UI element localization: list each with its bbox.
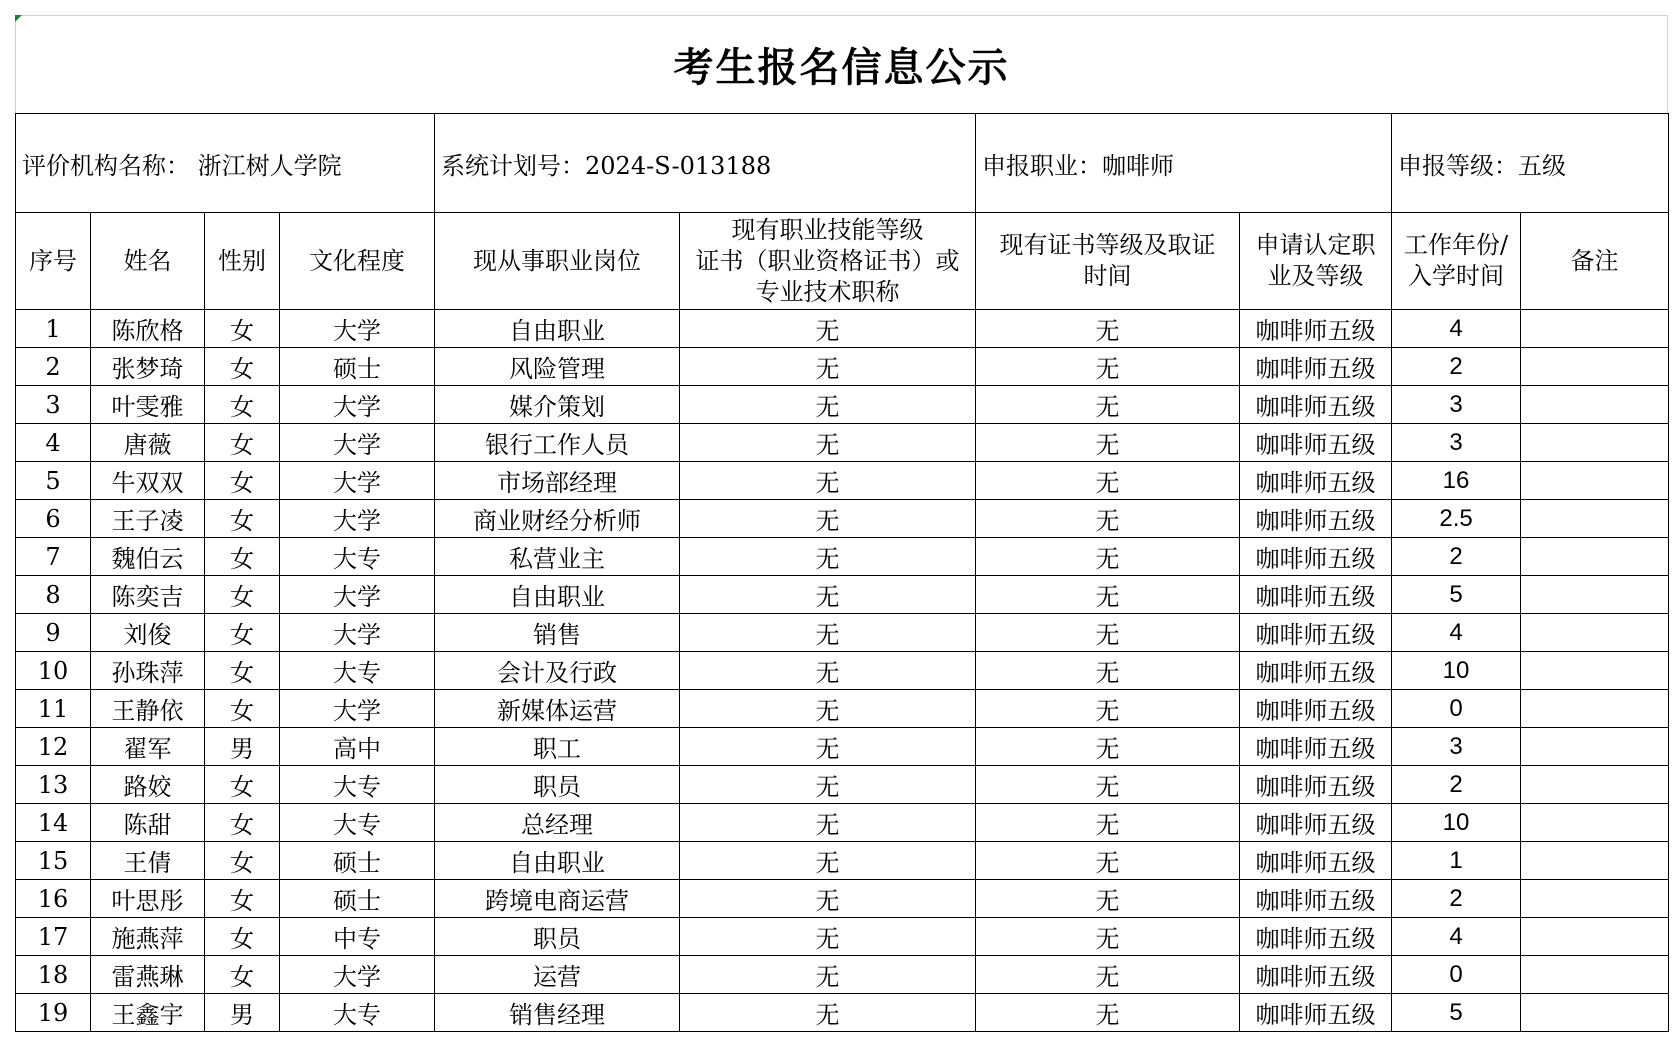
cell-name: 王子凌 xyxy=(91,500,205,538)
header-certificate-line3: 专业技术职称 xyxy=(755,277,900,306)
cell-apply: 咖啡师五级 xyxy=(1240,690,1392,728)
table-row xyxy=(16,956,1669,994)
cell-remark xyxy=(1521,994,1669,1032)
cell-gender: 女 xyxy=(205,310,280,348)
cell-years: 3 xyxy=(1392,386,1521,424)
cell-years: 0 xyxy=(1392,690,1521,728)
cell-apply: 咖啡师五级 xyxy=(1240,348,1392,386)
cell-apply: 咖啡师五级 xyxy=(1240,462,1392,500)
cell-certificate: 无 xyxy=(680,348,976,386)
header-gender: 性别 xyxy=(205,213,280,310)
cell-gender: 女 xyxy=(205,576,280,614)
cell-seq: 17 xyxy=(16,918,91,956)
cell-certificate: 无 xyxy=(680,994,976,1032)
cell-seq: 3 xyxy=(16,386,91,424)
cell-gender: 女 xyxy=(205,386,280,424)
cell-education: 大学 xyxy=(280,690,435,728)
header-certificate-line1: 现有职业技能等级 xyxy=(731,215,924,244)
cell-education: 大学 xyxy=(280,310,435,348)
cell-current-cert: 无 xyxy=(976,880,1240,918)
cell-certificate: 无 xyxy=(680,766,976,804)
cell-years: 2 xyxy=(1392,538,1521,576)
cell-education: 大专 xyxy=(280,994,435,1032)
cell-current-cert: 无 xyxy=(976,652,1240,690)
table-row xyxy=(16,652,1669,690)
cell-years: 2.5 xyxy=(1392,500,1521,538)
header-current-cert xyxy=(976,213,1240,310)
cell-current-cert: 无 xyxy=(976,994,1240,1032)
cell-remark xyxy=(1521,956,1669,994)
table-row xyxy=(16,348,1669,386)
cell-seq: 13 xyxy=(16,766,91,804)
cell-apply: 咖啡师五级 xyxy=(1240,500,1392,538)
header-remark: 备注 xyxy=(1521,213,1669,310)
cell-gender: 女 xyxy=(205,538,280,576)
cell-certificate: 无 xyxy=(680,386,976,424)
header-education: 文化程度 xyxy=(280,213,435,310)
cell-job: 自由职业 xyxy=(435,576,680,614)
header-name: 姓名 xyxy=(91,213,205,310)
table-row xyxy=(16,766,1669,804)
cell-name: 叶思彤 xyxy=(91,880,205,918)
cell-certificate: 无 xyxy=(680,462,976,500)
cell-apply: 咖啡师五级 xyxy=(1240,994,1392,1032)
table-body xyxy=(16,310,1669,1032)
cell-apply: 咖啡师五级 xyxy=(1240,310,1392,348)
cell-seq: 18 xyxy=(16,956,91,994)
cell-apply: 咖啡师五级 xyxy=(1240,614,1392,652)
cell-certificate: 无 xyxy=(680,310,976,348)
cell-gender: 女 xyxy=(205,880,280,918)
cell-certificate: 无 xyxy=(680,918,976,956)
table-row xyxy=(16,918,1669,956)
cell-certificate: 无 xyxy=(680,728,976,766)
table-row xyxy=(16,310,1669,348)
cell-seq: 1 xyxy=(16,310,91,348)
cell-education: 硕士 xyxy=(280,348,435,386)
cell-certificate: 无 xyxy=(680,538,976,576)
cell-job: 媒介策划 xyxy=(435,386,680,424)
header-apply-line1: 申请认定职 xyxy=(1255,231,1376,259)
cell-years: 0 xyxy=(1392,956,1521,994)
cell-remark xyxy=(1521,728,1669,766)
cell-certificate: 无 xyxy=(680,804,976,842)
cell-years: 2 xyxy=(1392,348,1521,386)
cell-apply: 咖啡师五级 xyxy=(1240,728,1392,766)
cell-education: 硕士 xyxy=(280,842,435,880)
table-row xyxy=(16,994,1669,1032)
cell-seq: 16 xyxy=(16,880,91,918)
cell-education: 大学 xyxy=(280,462,435,500)
occupation-cell: 申报职业：咖啡师 xyxy=(976,114,1392,213)
cell-seq: 7 xyxy=(16,538,91,576)
cell-apply: 咖啡师五级 xyxy=(1240,652,1392,690)
cell-education: 大学 xyxy=(280,956,435,994)
header-years xyxy=(1392,213,1521,310)
cell-apply: 咖啡师五级 xyxy=(1240,576,1392,614)
table-row xyxy=(16,424,1669,462)
cell-remark xyxy=(1521,310,1669,348)
cell-name: 孙珠萍 xyxy=(91,652,205,690)
cell-education: 大专 xyxy=(280,804,435,842)
cell-education: 大学 xyxy=(280,576,435,614)
level-cell: 申报等级：五级 xyxy=(1392,114,1669,213)
cell-name: 唐薇 xyxy=(91,424,205,462)
cell-job: 总经理 xyxy=(435,804,680,842)
cell-selection-marker xyxy=(15,15,22,22)
cell-job: 职员 xyxy=(435,918,680,956)
cell-job: 风险管理 xyxy=(435,348,680,386)
cell-gender: 女 xyxy=(205,842,280,880)
cell-name: 牛双双 xyxy=(91,462,205,500)
cell-remark xyxy=(1521,348,1669,386)
cell-years: 5 xyxy=(1392,576,1521,614)
cell-years: 3 xyxy=(1392,424,1521,462)
cell-years: 4 xyxy=(1392,614,1521,652)
cell-current-cert: 无 xyxy=(976,348,1240,386)
cell-remark xyxy=(1521,576,1669,614)
cell-remark xyxy=(1521,386,1669,424)
cell-seq: 12 xyxy=(16,728,91,766)
registration-table xyxy=(15,113,1669,1032)
cell-seq: 5 xyxy=(16,462,91,500)
header-certificate xyxy=(680,213,976,310)
cell-education: 中专 xyxy=(280,918,435,956)
table-row xyxy=(16,538,1669,576)
header-seq: 序号 xyxy=(16,213,91,310)
table-row xyxy=(16,842,1669,880)
cell-education: 硕士 xyxy=(280,880,435,918)
cell-current-cert: 无 xyxy=(976,310,1240,348)
cell-seq: 15 xyxy=(16,842,91,880)
cell-name: 陈甜 xyxy=(91,804,205,842)
cell-name: 王静依 xyxy=(91,690,205,728)
cell-years: 10 xyxy=(1392,804,1521,842)
cell-current-cert: 无 xyxy=(976,842,1240,880)
cell-job: 职员 xyxy=(435,766,680,804)
cell-job: 销售经理 xyxy=(435,994,680,1032)
cell-job: 跨境电商运营 xyxy=(435,880,680,918)
cell-certificate: 无 xyxy=(680,614,976,652)
cell-certificate: 无 xyxy=(680,424,976,462)
header-certificate-line2: 证书（职业资格证书）或 xyxy=(695,246,960,275)
header-current-cert-line1: 现有证书等级及取证 xyxy=(999,231,1216,259)
cell-seq: 14 xyxy=(16,804,91,842)
cell-job: 银行工作人员 xyxy=(435,424,680,462)
cell-remark xyxy=(1521,690,1669,728)
cell-gender: 男 xyxy=(205,728,280,766)
cell-gender: 女 xyxy=(205,424,280,462)
cell-apply: 咖啡师五级 xyxy=(1240,424,1392,462)
cell-seq: 9 xyxy=(16,614,91,652)
page-title: 考生报名信息公示 xyxy=(15,15,1668,113)
cell-job: 销售 xyxy=(435,614,680,652)
cell-apply: 咖啡师五级 xyxy=(1240,918,1392,956)
cell-job: 运营 xyxy=(435,956,680,994)
header-row xyxy=(16,213,1669,310)
cell-name: 王倩 xyxy=(91,842,205,880)
cell-job: 会计及行政 xyxy=(435,652,680,690)
cell-remark xyxy=(1521,462,1669,500)
table-row xyxy=(16,500,1669,538)
cell-current-cert: 无 xyxy=(976,386,1240,424)
cell-job: 新媒体运营 xyxy=(435,690,680,728)
cell-job: 自由职业 xyxy=(435,310,680,348)
cell-apply: 咖啡师五级 xyxy=(1240,842,1392,880)
cell-gender: 女 xyxy=(205,614,280,652)
cell-job: 私营业主 xyxy=(435,538,680,576)
cell-gender: 女 xyxy=(205,348,280,386)
cell-name: 叶雯雅 xyxy=(91,386,205,424)
table-row xyxy=(16,386,1669,424)
cell-seq: 10 xyxy=(16,652,91,690)
cell-current-cert: 无 xyxy=(976,690,1240,728)
cell-name: 施燕萍 xyxy=(91,918,205,956)
cell-certificate: 无 xyxy=(680,842,976,880)
cell-certificate: 无 xyxy=(680,956,976,994)
cell-seq: 4 xyxy=(16,424,91,462)
cell-education: 大学 xyxy=(280,386,435,424)
cell-gender: 女 xyxy=(205,956,280,994)
table-row xyxy=(16,880,1669,918)
cell-name: 刘俊 xyxy=(91,614,205,652)
cell-remark xyxy=(1521,614,1669,652)
table-row xyxy=(16,462,1669,500)
cell-name: 张梦琦 xyxy=(91,348,205,386)
cell-current-cert: 无 xyxy=(976,918,1240,956)
cell-years: 4 xyxy=(1392,310,1521,348)
cell-certificate: 无 xyxy=(680,500,976,538)
cell-years: 2 xyxy=(1392,766,1521,804)
cell-remark xyxy=(1521,538,1669,576)
header-apply-line2: 业及等级 xyxy=(1267,262,1364,290)
cell-gender: 女 xyxy=(205,500,280,538)
cell-education: 大专 xyxy=(280,766,435,804)
cell-education: 高中 xyxy=(280,728,435,766)
cell-current-cert: 无 xyxy=(976,576,1240,614)
cell-current-cert: 无 xyxy=(976,500,1240,538)
cell-education: 大学 xyxy=(280,614,435,652)
cell-job: 职工 xyxy=(435,728,680,766)
cell-apply: 咖啡师五级 xyxy=(1240,538,1392,576)
cell-years: 16 xyxy=(1392,462,1521,500)
cell-certificate: 无 xyxy=(680,652,976,690)
info-row xyxy=(16,114,1669,213)
cell-remark xyxy=(1521,500,1669,538)
header-years-line1: 工作年份/ xyxy=(1403,231,1509,259)
cell-remark xyxy=(1521,918,1669,956)
cell-name: 路姣 xyxy=(91,766,205,804)
cell-education: 大学 xyxy=(280,500,435,538)
cell-remark xyxy=(1521,766,1669,804)
cell-apply: 咖啡师五级 xyxy=(1240,956,1392,994)
cell-current-cert: 无 xyxy=(976,614,1240,652)
cell-seq: 6 xyxy=(16,500,91,538)
cell-education: 大专 xyxy=(280,652,435,690)
table-row xyxy=(16,690,1669,728)
cell-name: 王鑫宇 xyxy=(91,994,205,1032)
cell-gender: 女 xyxy=(205,918,280,956)
cell-remark xyxy=(1521,424,1669,462)
cell-apply: 咖啡师五级 xyxy=(1240,386,1392,424)
table-row xyxy=(16,576,1669,614)
cell-years: 3 xyxy=(1392,728,1521,766)
cell-education: 大学 xyxy=(280,424,435,462)
cell-name: 陈欣格 xyxy=(91,310,205,348)
cell-gender: 女 xyxy=(205,690,280,728)
cell-apply: 咖啡师五级 xyxy=(1240,766,1392,804)
cell-current-cert: 无 xyxy=(976,462,1240,500)
cell-seq: 2 xyxy=(16,348,91,386)
cell-seq: 11 xyxy=(16,690,91,728)
header-job: 现从事职业岗位 xyxy=(435,213,680,310)
cell-years: 10 xyxy=(1392,652,1521,690)
cell-current-cert: 无 xyxy=(976,956,1240,994)
cell-remark xyxy=(1521,652,1669,690)
cell-job: 商业财经分析师 xyxy=(435,500,680,538)
cell-current-cert: 无 xyxy=(976,728,1240,766)
cell-certificate: 无 xyxy=(680,690,976,728)
cell-gender: 女 xyxy=(205,766,280,804)
table-row xyxy=(16,804,1669,842)
cell-gender: 女 xyxy=(205,804,280,842)
cell-seq: 8 xyxy=(16,576,91,614)
cell-remark xyxy=(1521,842,1669,880)
cell-years: 1 xyxy=(1392,842,1521,880)
cell-years: 2 xyxy=(1392,880,1521,918)
cell-current-cert: 无 xyxy=(976,766,1240,804)
cell-years: 5 xyxy=(1392,994,1521,1032)
cell-years: 4 xyxy=(1392,918,1521,956)
cell-current-cert: 无 xyxy=(976,538,1240,576)
cell-apply: 咖啡师五级 xyxy=(1240,880,1392,918)
cell-apply: 咖啡师五级 xyxy=(1240,804,1392,842)
cell-current-cert: 无 xyxy=(976,424,1240,462)
org-name-cell: 评价机构名称： 浙江树人学院 xyxy=(16,114,435,213)
cell-gender: 女 xyxy=(205,462,280,500)
header-years-line2: 入学时间 xyxy=(1408,262,1505,290)
cell-seq: 19 xyxy=(16,994,91,1032)
cell-gender: 女 xyxy=(205,652,280,690)
table-row xyxy=(16,614,1669,652)
cell-name: 陈奕吉 xyxy=(91,576,205,614)
cell-name: 翟军 xyxy=(91,728,205,766)
cell-certificate: 无 xyxy=(680,576,976,614)
cell-job: 自由职业 xyxy=(435,842,680,880)
header-current-cert-line2: 时间 xyxy=(1083,262,1132,290)
cell-remark xyxy=(1521,804,1669,842)
plan-number-cell: 系统计划号：2024-S-013188 xyxy=(435,114,976,213)
cell-name: 雷燕琳 xyxy=(91,956,205,994)
cell-job: 市场部经理 xyxy=(435,462,680,500)
cell-current-cert: 无 xyxy=(976,804,1240,842)
table-row xyxy=(16,728,1669,766)
cell-name: 魏伯云 xyxy=(91,538,205,576)
cell-certificate: 无 xyxy=(680,880,976,918)
cell-remark xyxy=(1521,880,1669,918)
cell-education: 大专 xyxy=(280,538,435,576)
header-apply xyxy=(1240,213,1392,310)
cell-gender: 男 xyxy=(205,994,280,1032)
